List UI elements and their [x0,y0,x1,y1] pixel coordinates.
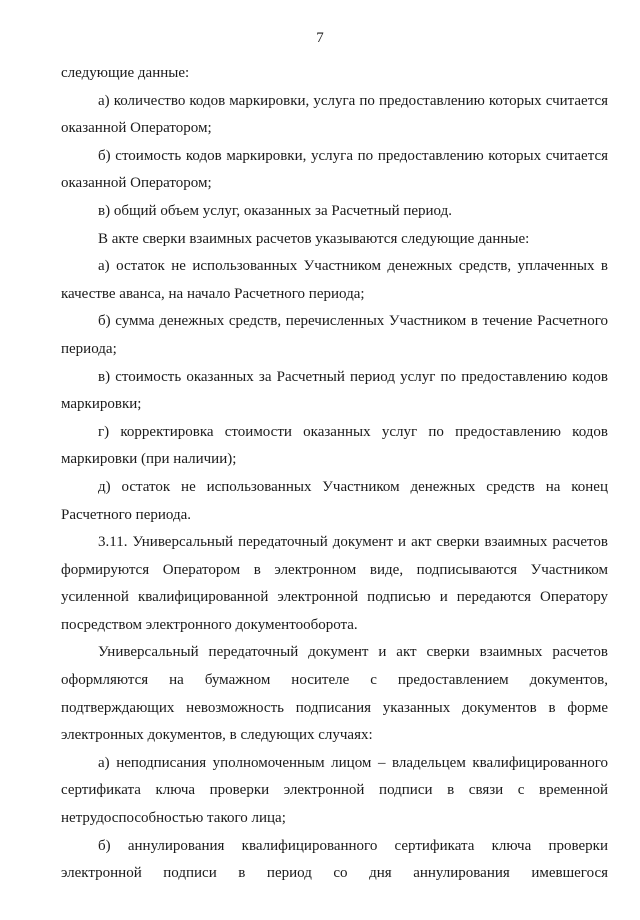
paragraph-intro: следующие данные: [61,65,190,81]
paragraph-case-a: а) неподписания уполномоченным лицом – владельцем квалифицированного сертификата ключа проверки электронной подписи в связи с временной нетрудоспособностью такого лица; [61,754,608,827]
paragraph-reconciliation-item-d: г) корректировка стоимости оказанных услуг по предоставлению кодов маркировки (при наличии); [61,423,608,468]
paragraph-reconciliation-item-e: д) остаток не использованных Участником денежных средств на конец Расчетного периода. [61,478,608,523]
paragraph-upd-item-a: а) количество кодов маркировки, услуга по предоставлению которых считается оказанной Оператором; [61,92,608,137]
paragraph-case-b: б) аннулирования квалифицированного сертификата ключа проверки электронной подписи в период со дня аннулирования имевшегося [61,837,608,882]
paragraph-upd-item-c: в) общий объем услуг, оказанных за Расчетный период. [98,202,453,219]
paragraph-section-3-11: 3.11. Универсальный передаточный документ и акт сверки взаимных расчетов формируются Оператором в электронном виде, подписываются Участником усиленной квалифицированной электронной подписью и передаются Оператору посредством электронного документооборота. [61,534,608,633]
page-number: 7 [316,30,324,46]
paragraph-paper-form: Универсальный передаточный документ и акт сверки взаимных расчетов оформляются на бумажном носителе с предоставлением документов, подтверждающих невозможность подписания указанных документов в форме электронных документов, в следующих случаях: [61,644,608,744]
paragraph-upd-item-b: б) стоимость кодов маркировки, услуга по предоставлению которых считается оказанной Оператором; [61,147,608,192]
paragraph-reconciliation-item-a: а) остаток не использованных Участником денежных средств, уплаченных в качестве аванса, на начало Расчетного периода; [61,258,608,302]
paragraph-reconciliation-intro: В акте сверки взаимных расчетов указываются следующие данные: [98,230,530,247]
paragraph-reconciliation-item-b: б) сумма денежных средств, перечисленных Участником в течение Расчетного периода; [61,313,608,357]
paragraph-reconciliation-item-c: в) стоимость оказанных за Расчетный период услуг по предоставлению кодов маркировки; [61,368,608,413]
body-text [61,60,608,888]
